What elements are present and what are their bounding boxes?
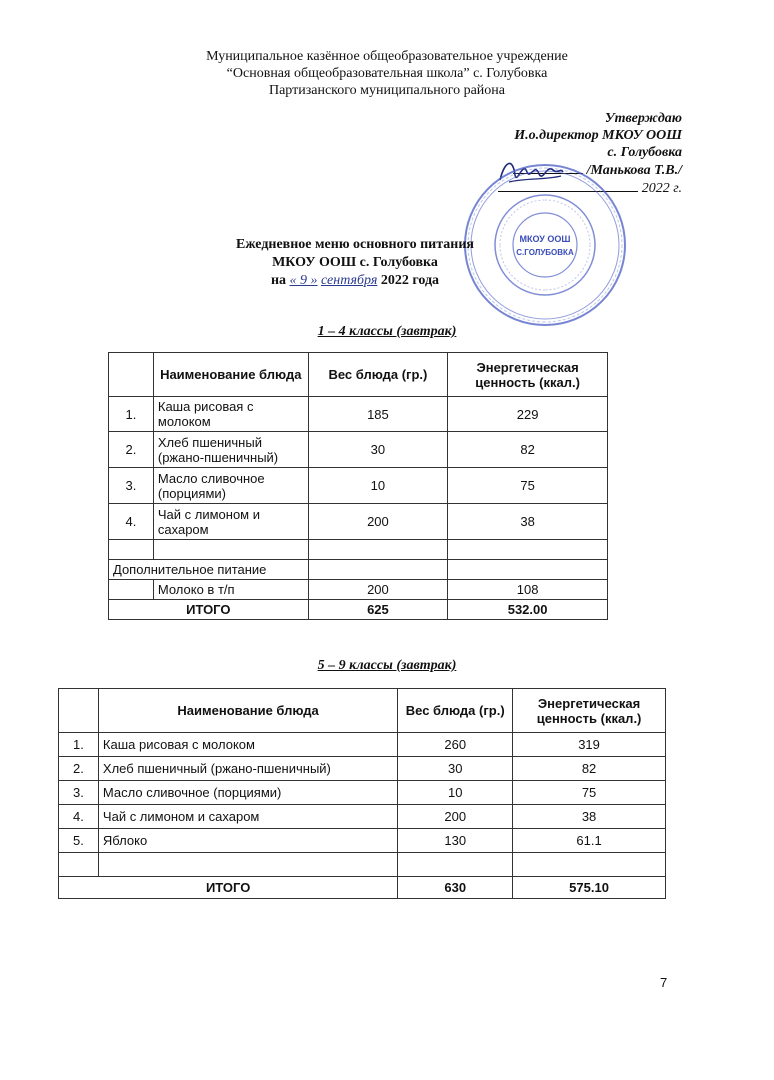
table2-header-name: Наименование блюда (98, 689, 397, 733)
title-date (190, 272, 520, 290)
table-row (59, 733, 666, 757)
row-number: 3. (109, 468, 154, 504)
table1-header-row (109, 353, 608, 397)
stamp-center-1: МКОУ ООШ (519, 234, 571, 244)
dish-weight: 30 (398, 757, 513, 781)
dish-name: Чай с лимоном и сахаром (98, 805, 397, 829)
stamp-center-2: С.ГОЛУБОВКА (516, 248, 574, 257)
dish-name: Чай с лимоном и сахаром (153, 504, 308, 540)
dish-kcal: 229 (448, 397, 608, 432)
title-line-2: МКОУ ООШ с. Голубовка (272, 255, 438, 270)
date-prefix: на (270, 273, 287, 288)
dish-name: Хлеб пшеничный (ржано-пшеничный) (153, 432, 308, 468)
table2-header-num (59, 689, 99, 733)
table1-caption: 1 – 4 классы (завтрак) (317, 324, 457, 339)
row-number: 3. (59, 781, 99, 805)
dish-name: Масло сливочное (порциями) (153, 468, 308, 504)
date-day: « 9 » (289, 273, 318, 288)
total-kcal: 575.10 (513, 877, 666, 899)
total-weight: 625 (308, 600, 448, 620)
total-weight: 630 (398, 877, 513, 899)
dish-kcal: 82 (448, 432, 608, 468)
page-number: 7 (660, 975, 668, 990)
menu-table-grades-1-4 (108, 352, 608, 620)
table2-header-row (59, 689, 666, 733)
dish-kcal: 108 (448, 580, 608, 600)
row-number: 4. (109, 504, 154, 540)
dish-weight: 185 (308, 397, 448, 432)
total-label: ИТОГО (109, 600, 309, 620)
dish-name: Яблоко (98, 829, 397, 853)
approval-name: /Манькова Т.В./ (586, 163, 682, 178)
table-row (59, 781, 666, 805)
date-month: сентября (321, 273, 378, 288)
dish-weight: 10 (308, 468, 448, 504)
menu-title (190, 236, 520, 290)
total-row (59, 877, 666, 899)
dish-weight: 260 (398, 733, 513, 757)
dish-name: Хлеб пшеничный (ржано-пшеничный) (98, 757, 397, 781)
dish-kcal: 319 (513, 733, 666, 757)
dish-kcal: 38 (513, 805, 666, 829)
approval-place: с. Голубовка (607, 145, 682, 160)
table-row (59, 805, 666, 829)
table-row (109, 468, 608, 504)
empty-row (109, 540, 608, 560)
dish-name: Масло сливочное (порциями) (98, 781, 397, 805)
menu-table-grades-5-9 (58, 688, 666, 899)
approval-position: И.о.директор МКОУ ООШ (514, 128, 682, 143)
total-label: ИТОГО (59, 877, 398, 899)
table1-header-kcal: Энергетическая ценность (ккал.) (448, 353, 608, 397)
row-number: 1. (59, 733, 99, 757)
table-row (109, 504, 608, 540)
dish-kcal: 38 (448, 504, 608, 540)
approval-word: Утверждаю (604, 111, 682, 126)
table1-header-num (109, 353, 154, 397)
dish-weight: 200 (308, 580, 448, 600)
table-row (109, 432, 608, 468)
table1-header-weight: Вес блюда (гр.) (308, 353, 448, 397)
dish-kcal: 75 (513, 781, 666, 805)
institution-header (0, 48, 774, 99)
row-number: 1. (109, 397, 154, 432)
title-line-1: Ежедневное меню основного питания (235, 237, 474, 252)
row-number: 2. (109, 432, 154, 468)
dish-weight: 10 (398, 781, 513, 805)
dish-weight: 200 (398, 805, 513, 829)
dish-weight: 130 (398, 829, 513, 853)
row-number: 4. (59, 805, 99, 829)
date-suffix: 2022 года (380, 273, 440, 288)
dish-weight: 30 (308, 432, 448, 468)
total-row (109, 600, 608, 620)
extra-nutrition-label: Дополнительное питание (109, 560, 309, 580)
table-row (109, 397, 608, 432)
table-row (109, 580, 608, 600)
dish-name: Каша рисовая с молоком (98, 733, 397, 757)
header-line-3: Партизанского муниципального района (268, 83, 505, 98)
header-line-1: Муниципальное казённое общеобразовательное учреждение (206, 49, 568, 64)
dish-weight: 200 (308, 504, 448, 540)
table2-header-weight: Вес блюда (гр.) (398, 689, 513, 733)
table1-header-name: Наименование блюда (153, 353, 308, 397)
dish-kcal: 75 (448, 468, 608, 504)
approval-year: 2022 г. (641, 181, 682, 196)
header-line-2: “Основная общеобразовательная школа” с. Голубовка (226, 66, 548, 81)
empty-row (59, 853, 666, 877)
table2-header-kcal: Энергетическая ценность (ккал.) (513, 689, 666, 733)
table2-caption: 5 – 9 классы (завтрак) (317, 658, 457, 673)
table-row (59, 757, 666, 781)
total-kcal: 532.00 (448, 600, 608, 620)
dish-name: Молоко в т/п (153, 580, 308, 600)
dish-kcal: 61.1 (513, 829, 666, 853)
table-row (59, 829, 666, 853)
dish-name: Каша рисовая с молоком (153, 397, 308, 432)
row-number: 2. (59, 757, 99, 781)
extra-nutrition-row (109, 560, 608, 580)
row-number: 5. (59, 829, 99, 853)
dish-kcal: 82 (513, 757, 666, 781)
